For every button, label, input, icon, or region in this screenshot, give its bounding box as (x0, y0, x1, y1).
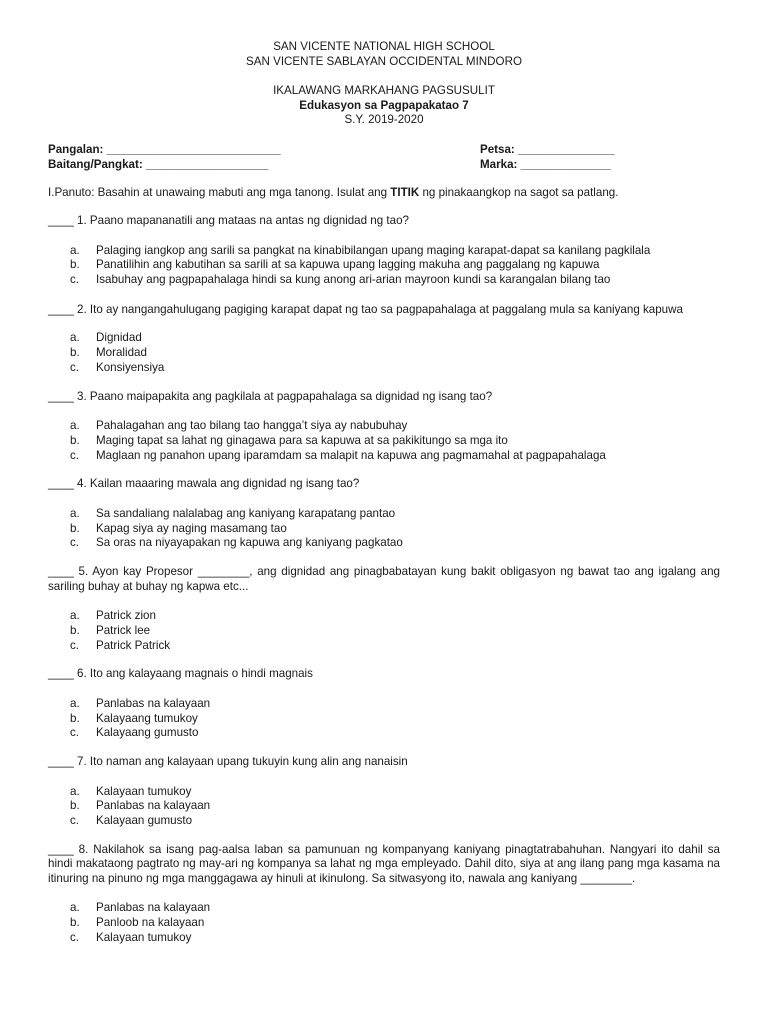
question-3 (48, 390, 720, 464)
choice-item (48, 258, 720, 273)
choice-letter: b. (70, 916, 80, 930)
school-year: S.Y. 2019-2020 (344, 113, 424, 126)
choice-list (48, 331, 720, 375)
student-info (48, 142, 720, 172)
question-6 (48, 667, 720, 741)
question-5 (48, 565, 720, 653)
choice-item (48, 419, 720, 434)
question-text: ____ 6. Ito ang kalayaang magnais o hindi magnais (48, 667, 313, 681)
choice-letter: a. (70, 609, 80, 623)
choice-letter: a. (70, 243, 80, 257)
choice-text: Patrick zion (96, 609, 156, 623)
choice-item (48, 814, 720, 829)
choice-list (48, 507, 720, 551)
choice-item (48, 639, 720, 654)
subject-title: Edukasyon sa Pagpapakatao 7 (299, 98, 469, 112)
choice-item (48, 726, 720, 741)
choice-text: Panloob na kalayaan (96, 916, 205, 930)
choice-letter: b. (70, 521, 80, 535)
question-text: ____ 1. Paano mapananatili ang mataas na antas ng dignidad ng tao? (48, 214, 409, 228)
choice-letter: c. (70, 536, 80, 550)
question-7 (48, 755, 720, 829)
choice-text: Kalayaan gumusto (96, 813, 193, 827)
exam-header (48, 0, 720, 128)
choice-text: Kalayaang tumukoy (96, 711, 198, 725)
choice-letter: b. (70, 623, 80, 637)
choice-letter: c. (70, 726, 80, 740)
choice-text: Maging tapat sa lahat ng ginagawa para sa kapuwa at sa pakikitungo sa mga ito (96, 433, 508, 447)
choice-item (48, 244, 720, 259)
choice-item (48, 522, 720, 537)
choice-text: Kapag siya ay naging masamang tao (96, 521, 287, 535)
choice-item (48, 449, 720, 464)
choice-text: Palaging iangkop ang sarili sa pangkat na kinabibilangan upang maging karapat-dapat sa kanilang pagkilala (96, 243, 651, 257)
choice-list (48, 697, 720, 741)
question-1 (48, 214, 720, 288)
choice-letter: c. (70, 360, 80, 374)
choice-letter: a. (70, 901, 80, 915)
choice-text: Moralidad (96, 346, 147, 360)
student-info-right (480, 142, 615, 172)
choice-letter: c. (70, 448, 80, 462)
choice-letter: c. (70, 273, 80, 287)
question-text: ____ 4. Kailan maaaring mawala ang dignidad ng isang tao? (48, 477, 360, 491)
choice-item (48, 361, 720, 376)
choice-list (48, 419, 720, 463)
instructions-text-end: ng pinakaangkop na sagot sa patlang. (419, 185, 619, 199)
choice-list (48, 901, 720, 945)
question-list (48, 214, 720, 945)
exam-title: IKALAWANG MARKAHANG PAGSUSULIT (273, 84, 495, 97)
choice-letter: c. (70, 638, 80, 652)
choice-item (48, 712, 720, 727)
question-text: ____ 3. Paano maipapakita ang pagkilala at pagpapahalaga sa dignidad ng isang tao? (48, 389, 493, 403)
question-2 (48, 303, 720, 376)
question-text: ____ 5. Ayon kay Propesor ________, ang dignidad ang pinagbabatayan kung bakit obligasyon ng bawat tao ang igalang ang sariling buhay at buhay ng kapwa etc... (48, 564, 720, 593)
choice-text: Sa oras na niyayapakan ng kapuwa ang kaniyang pagkatao (96, 536, 403, 550)
choice-text: Patrick lee (96, 623, 151, 637)
school-name: SAN VICENTE NATIONAL HIGH SCHOOL (273, 40, 495, 53)
choice-list (48, 244, 720, 288)
choice-letter: a. (70, 506, 80, 520)
student-info-left (48, 142, 281, 172)
choice-item (48, 273, 720, 288)
name-field: Pangalan: ___________________________ (48, 142, 281, 156)
choice-item (48, 346, 720, 361)
choice-item (48, 916, 720, 931)
choice-letter: c. (70, 813, 80, 827)
choice-letter: c. (70, 930, 80, 944)
question-text: ____ 2. Ito ay nangangahulugang pagiging karapat dapat ng tao sa pagpapahalaga at paggalang mula sa kaniyang kapuwa (48, 302, 683, 316)
choice-list (48, 785, 720, 829)
choice-letter: a. (70, 696, 80, 710)
choice-item (48, 697, 720, 712)
choice-letter: b. (70, 711, 80, 725)
choice-text: Panlabas na kalayaan (96, 799, 211, 813)
instructions-emphasis: TITIK (390, 185, 420, 199)
choice-letter: b. (70, 433, 80, 447)
choice-item (48, 536, 720, 551)
grade-section-field: Baitang/Pangkat: ___________________ (48, 157, 269, 171)
choice-text: Pahalagahan ang tao bilang tao hangga’t siya ay nabubuhay (96, 419, 408, 433)
choice-letter: a. (70, 331, 80, 345)
choice-text: Patrick Patrick (96, 638, 171, 652)
choice-letter: a. (70, 419, 80, 433)
choice-item (48, 901, 720, 916)
question-4 (48, 477, 720, 551)
score-field: Marka: ______________ (480, 157, 611, 171)
choice-letter: b. (70, 346, 80, 360)
instructions-text: I.Panuto: Basahin at unawaing mabuti ang mga tanong. Isulat ang (48, 185, 391, 199)
choice-text: Kalayaan tumukoy (96, 930, 192, 944)
date-field: Petsa: _______________ (480, 142, 615, 156)
choice-text: Sa sandaliang nalalabag ang kaniyang karapatang pantao (96, 506, 396, 520)
choice-item (48, 799, 720, 814)
school-address: SAN VICENTE SABLAYAN OCCIDENTAL MINDORO (246, 54, 522, 68)
choice-item (48, 624, 720, 639)
choice-text: Kalayaang gumusto (96, 726, 199, 740)
question-text: ____ 8. Nakilahok sa isang pag-aalsa laban sa pamunuan ng kompanyang kaniyang pinagtatrabahuhan. Nangyari ito dahil sa hindi makataong pagtrato ng may-ari ng kompanya sa lahat ng mga empleyado. Dahil dito, siya at ang ilang pang mga kasama na itinuring na pinuno ng mga manggagawa ay hinuli at ikinulong. Sa sitwasyong ito, nawala ang kaniyang ________. (48, 842, 720, 885)
choice-item (48, 434, 720, 449)
choice-text: Kalayaan tumukoy (96, 784, 192, 798)
choice-text: Isabuhay ang pagpapahalaga hindi sa kung anong ari-arian mayroon kundi sa karangalan bilang tao (96, 273, 611, 287)
choice-text: Panlabas na kalayaan (96, 901, 211, 915)
choice-letter: b. (70, 258, 80, 272)
choice-letter: a. (70, 784, 80, 798)
choice-item (48, 609, 720, 624)
choice-item (48, 785, 720, 800)
choice-text: Panlabas na kalayaan (96, 696, 211, 710)
choice-text: Konsiyensiya (96, 360, 165, 374)
choice-text: Maglaan ng panahon upang iparamdam sa malapit na kapuwa ang pagmamahal at pagpapahalaga (96, 448, 606, 462)
choice-item (48, 331, 720, 346)
instructions (48, 186, 720, 201)
choice-text: Dignidad (96, 331, 142, 345)
choice-item (48, 507, 720, 522)
choice-item (48, 931, 720, 946)
question-8 (48, 843, 720, 946)
choice-letter: b. (70, 799, 80, 813)
choice-text: Panatilihin ang kabutihan sa sarili at sa kapuwa upang lagging makuha ang paggalang ng kapuwa (96, 258, 600, 272)
choice-list (48, 609, 720, 653)
question-text: ____ 7. Ito naman ang kalayaan upang tukuyin kung alin ang nanaisin (48, 754, 408, 768)
